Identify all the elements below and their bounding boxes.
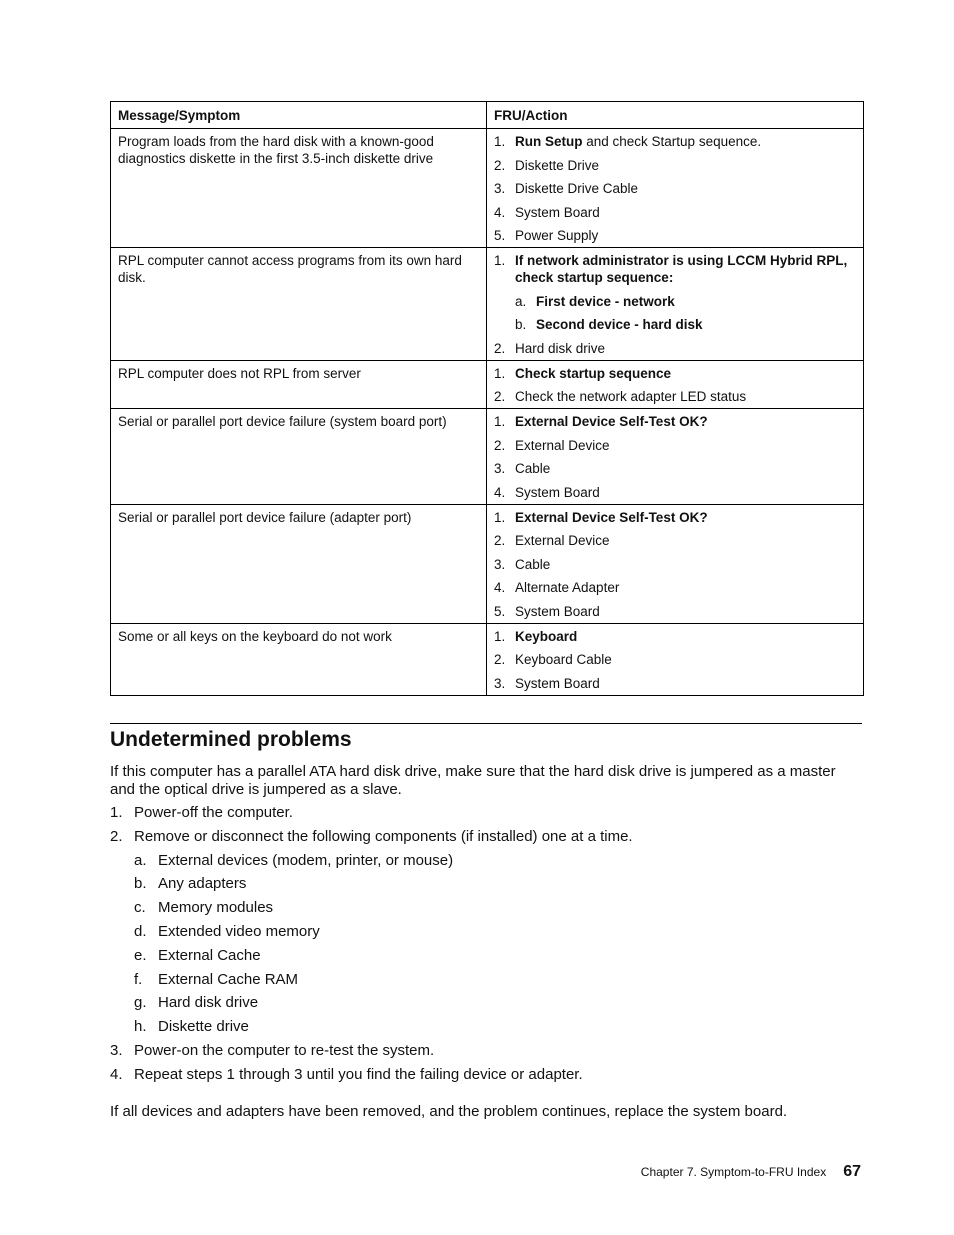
item-text <box>134 828 850 1036</box>
item-bold-text: Second device - hard disk <box>536 317 703 332</box>
column-header-fru-action: FRU/Action <box>487 102 864 129</box>
item-number: 5. <box>494 603 506 619</box>
item-plain-text: Extended video memory <box>158 922 320 940</box>
action-cell <box>487 504 864 623</box>
action-cell <box>487 248 864 361</box>
list-item <box>110 804 850 822</box>
item-text <box>515 509 856 526</box>
action-list <box>494 133 856 244</box>
item-number: h. <box>134 1018 147 1036</box>
list-item <box>494 579 856 596</box>
symptom-cell: RPL computer does not RPL from server <box>111 360 487 409</box>
sub-list-item <box>134 947 850 965</box>
action-cell <box>487 409 864 505</box>
list-item <box>494 227 856 244</box>
table-row <box>111 504 864 623</box>
sub-list <box>515 293 856 334</box>
action-list <box>494 413 856 501</box>
item-number: 3. <box>110 1041 123 1059</box>
item-text <box>158 971 850 989</box>
sub-list-item <box>134 1018 850 1036</box>
item-plain-text: External Device <box>515 437 610 453</box>
list-item <box>494 133 856 150</box>
item-bold-text: Run Setup <box>515 134 583 149</box>
symptom-cell: Program loads from the hard disk with a known-good diagnostics diskette in the first 3.5-inch diskette drive <box>111 129 487 248</box>
item-plain-text: Diskette Drive Cable <box>515 181 639 196</box>
list-item <box>494 603 856 620</box>
item-number: a. <box>134 851 147 869</box>
item-text <box>134 1042 850 1060</box>
item-number: 3. <box>494 675 506 691</box>
item-text <box>158 899 850 917</box>
item-text <box>158 1018 850 1036</box>
item-text <box>515 340 856 357</box>
item-plain-text: External Cache RAM <box>158 970 299 988</box>
item-text <box>134 804 850 822</box>
item-text <box>515 579 856 596</box>
action-cell <box>487 129 864 248</box>
item-bold-text: Check startup sequence <box>515 365 672 381</box>
list-item <box>494 556 856 573</box>
list-item <box>494 157 856 174</box>
sub-list-item <box>134 899 850 917</box>
item-plain-text: Power Supply <box>515 228 599 243</box>
item-text <box>536 316 856 333</box>
item-plain-text: Hard disk drive <box>158 994 259 1012</box>
list-item <box>110 828 850 1036</box>
item-plain-text: Remove or disconnect the following components (if installed) one at a time. <box>134 827 633 845</box>
item-number: 1. <box>494 509 506 525</box>
item-text <box>515 204 856 221</box>
list-item <box>494 484 856 501</box>
section-divider <box>110 723 862 724</box>
item-text <box>515 651 856 668</box>
item-text <box>515 365 856 382</box>
item-number: a. <box>515 293 527 309</box>
symptom-cell: RPL computer cannot access programs from its own hard disk. <box>111 248 487 361</box>
list-item <box>494 204 856 221</box>
item-text <box>158 923 850 941</box>
item-number: 2. <box>494 437 506 453</box>
action-list <box>494 509 856 620</box>
item-plain-text: External Cache <box>158 946 261 964</box>
item-text <box>515 675 856 692</box>
item-number: 4. <box>494 484 506 500</box>
page-number: 67 <box>843 1163 861 1180</box>
item-text <box>515 252 856 333</box>
item-number: 4. <box>494 204 506 220</box>
item-plain-text: Check the network adapter LED status <box>515 389 747 404</box>
item-plain-text: System Board <box>515 675 600 691</box>
item-text <box>515 556 856 573</box>
table-row <box>111 623 864 695</box>
sub-list-item <box>134 994 850 1012</box>
item-number: 2. <box>494 652 506 667</box>
item-text <box>158 994 850 1012</box>
table-header-row <box>111 102 864 129</box>
symptom-cell: Some or all keys on the keyboard do not work <box>111 623 487 695</box>
sub-list <box>134 852 850 1037</box>
item-number: 1. <box>494 628 506 644</box>
section-intro: If this computer has a parallel ATA hard disk drive, make sure that the hard disk drive is jumpered as a master and the optical drive is jumpered as a slave. <box>110 763 836 798</box>
item-text <box>515 388 856 405</box>
list-item <box>110 1042 850 1060</box>
procedure-steps <box>110 804 850 1090</box>
item-number: 2. <box>494 157 506 173</box>
item-number: 1. <box>494 365 506 381</box>
item-plain-text: Repeat steps 1 through 3 until you find the failing device or adapter. <box>134 1065 583 1083</box>
item-text <box>158 875 850 893</box>
item-text <box>515 532 856 549</box>
list-item <box>494 340 856 357</box>
item-number: 1. <box>494 253 506 268</box>
item-text <box>134 1066 850 1084</box>
list-item <box>110 1066 850 1084</box>
item-plain-text: Hard disk drive <box>515 340 606 356</box>
item-number: b. <box>515 317 527 332</box>
action-list <box>494 252 856 357</box>
item-text <box>515 157 856 174</box>
page-footer <box>641 1163 861 1181</box>
item-number: 1. <box>110 804 123 821</box>
item-number: 4. <box>494 580 506 595</box>
item-text <box>515 628 856 645</box>
table-row <box>111 129 864 248</box>
item-plain-text: System Board <box>515 603 600 619</box>
item-plain-text: System Board <box>515 484 600 500</box>
section-outro: If all devices and adapters have been removed, and the problem continues, replace the system board. <box>110 1103 788 1120</box>
list-item <box>494 509 856 526</box>
sub-list-item <box>515 293 856 310</box>
item-text <box>515 413 856 430</box>
table-row <box>111 248 864 361</box>
item-text <box>158 852 850 870</box>
item-plain-text: Any adapters <box>158 875 247 893</box>
item-plain-text: Power-off the computer. <box>134 804 293 821</box>
list-item <box>494 388 856 405</box>
item-bold-text: Keyboard <box>515 628 578 644</box>
list-item <box>494 628 856 645</box>
item-plain-text: Power-on the computer to re-test the system. <box>134 1041 435 1059</box>
item-number: 4. <box>110 1065 123 1083</box>
section-title: Undetermined problems <box>110 728 352 751</box>
item-plain-text: Alternate Adapter <box>515 580 620 595</box>
item-number: 2. <box>494 533 506 548</box>
item-text <box>515 133 856 150</box>
table-row <box>111 360 864 409</box>
action-cell <box>487 360 864 409</box>
list-item <box>494 437 856 454</box>
table-body <box>111 129 864 696</box>
list-item <box>494 532 856 549</box>
item-number: d. <box>134 922 147 940</box>
item-number: 2. <box>110 827 123 845</box>
item-number: g. <box>134 994 147 1012</box>
item-bold-text: First device - network <box>536 293 675 309</box>
item-number: 1. <box>494 134 506 149</box>
item-plain-text: External devices (modem, printer, or mouse) <box>158 851 454 869</box>
sub-list-item <box>134 875 850 893</box>
item-plain-text: External Device <box>515 533 610 548</box>
item-bold-text: External Device Self-Test OK? <box>515 414 708 429</box>
item-text <box>515 484 856 501</box>
column-header-symptom: Message/Symptom <box>111 102 487 129</box>
symptom-cell: Serial or parallel port device failure (adapter port) <box>111 504 487 623</box>
item-number: e. <box>134 946 147 964</box>
list-item <box>494 413 856 430</box>
action-cell <box>487 623 864 695</box>
list-item <box>494 651 856 668</box>
symptom-cell: Serial or parallel port device failure (system board port) <box>111 409 487 505</box>
item-number: 3. <box>494 556 506 572</box>
item-plain-text: System Board <box>515 204 600 220</box>
action-list <box>494 628 856 692</box>
item-number: f. <box>134 970 143 988</box>
item-text <box>515 437 856 454</box>
item-text <box>158 947 850 965</box>
item-text <box>515 227 856 244</box>
item-number: 5. <box>494 228 506 243</box>
item-plain-text: Cable <box>515 556 551 572</box>
sub-list-item <box>134 971 850 989</box>
list-item <box>494 675 856 692</box>
table-row <box>111 409 864 505</box>
item-number: 2. <box>494 340 506 356</box>
item-plain-text: and check Startup sequence. <box>582 134 762 149</box>
item-text <box>515 460 856 477</box>
item-number: c. <box>134 899 146 917</box>
item-bold-text: External Device Self-Test OK? <box>515 509 708 525</box>
action-list <box>494 365 856 406</box>
item-number: b. <box>134 875 147 893</box>
item-plain-text: Diskette drive <box>158 1018 249 1036</box>
list-item <box>494 460 856 477</box>
item-text <box>515 603 856 620</box>
sub-list-item <box>515 316 856 333</box>
list-item <box>494 180 856 197</box>
item-text <box>536 293 856 310</box>
symptom-fru-table <box>110 101 864 696</box>
sub-list-item <box>134 923 850 941</box>
item-text <box>515 180 856 197</box>
item-plain-text: Diskette Drive <box>515 157 600 173</box>
item-plain-text: Memory modules <box>158 899 274 917</box>
list-item <box>494 365 856 382</box>
item-number: 1. <box>494 414 506 429</box>
sub-list-item <box>134 852 850 870</box>
list-item <box>494 252 856 333</box>
item-plain-text: Cable <box>515 461 551 476</box>
item-number: 3. <box>494 461 506 476</box>
item-plain-text: Keyboard Cable <box>515 652 612 667</box>
item-bold-text: If network administrator is using LCCM Hybrid RPL, check startup sequence: <box>515 253 848 285</box>
item-number: 2. <box>494 389 506 404</box>
chapter-label: Chapter 7. Symptom-to-FRU Index <box>640 1165 827 1179</box>
item-number: 3. <box>494 181 506 196</box>
